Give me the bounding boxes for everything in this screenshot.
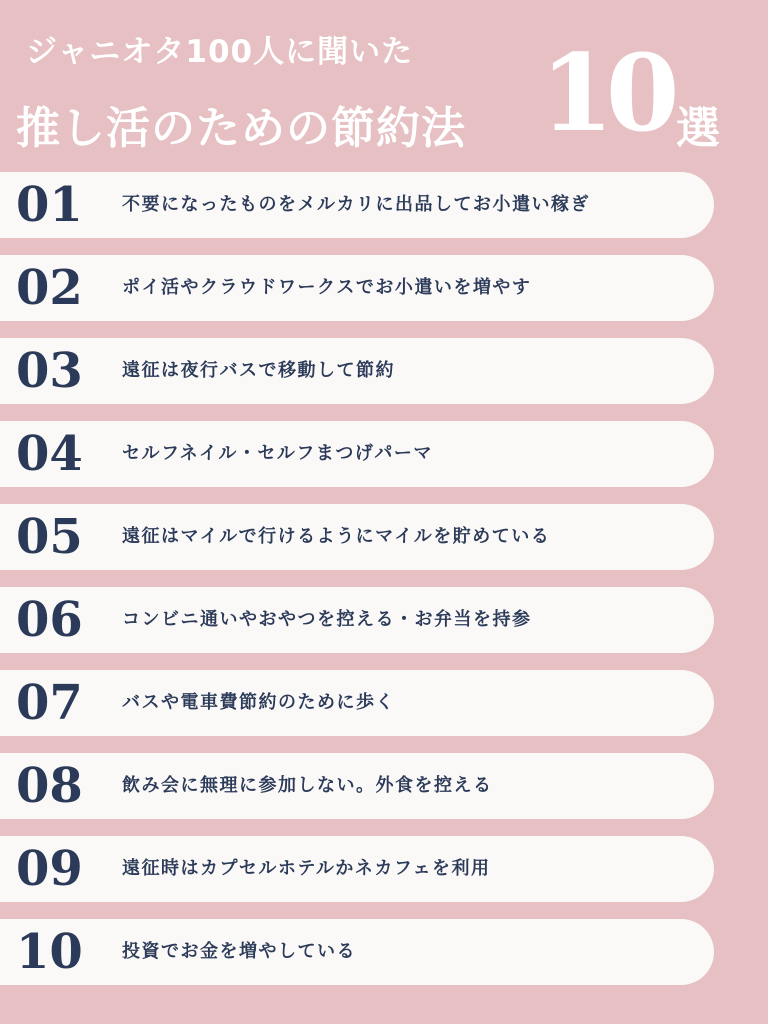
item-text: 遠征はマイルで行けるようにマイルを貯めている <box>122 526 551 547</box>
item-text: ポイ活やクラウドワークスでお小遣いを増やす <box>122 277 532 298</box>
item-number: 05 <box>16 509 83 565</box>
list-item <box>0 255 714 321</box>
header <box>0 0 768 170</box>
item-number: 08 <box>16 758 83 814</box>
item-number: 06 <box>16 592 83 648</box>
item-text: コンビニ通いやおやつを控える・お弁当を持参 <box>122 609 532 630</box>
header-subtitle: ジャニオタ100人に聞いた <box>26 34 414 70</box>
list-item <box>0 753 714 819</box>
item-text: 飲み会に無理に参加しない。外食を控える <box>122 775 493 796</box>
item-number: 01 <box>16 177 83 233</box>
list-item <box>0 587 714 653</box>
item-number: 02 <box>16 260 83 316</box>
list-item <box>0 836 714 902</box>
list-item <box>0 172 714 238</box>
item-text: 不要になったものをメルカリに出品してお小遣い稼ぎ <box>122 194 590 215</box>
list-item <box>0 421 714 487</box>
item-text: セルフネイル・セルフまつげパーマ <box>122 443 433 464</box>
list-item <box>0 504 714 570</box>
item-number: 07 <box>16 675 83 731</box>
item-number: 09 <box>16 841 83 897</box>
item-number: 03 <box>16 343 83 399</box>
item-text: バスや電車費節約のために歩く <box>122 692 395 713</box>
item-text: 投資でお金を増やしている <box>122 941 356 962</box>
header-suffix: 選 <box>676 103 720 154</box>
list-item <box>0 919 714 985</box>
header-count: 10 <box>540 30 672 155</box>
item-text: 遠征時はカプセルホテルかネカフェを利用 <box>122 858 491 879</box>
item-text: 遠征は夜行バスで移動して節約 <box>122 360 395 381</box>
item-number: 10 <box>16 924 83 980</box>
list-item <box>0 670 714 736</box>
list-item <box>0 338 714 404</box>
item-number: 04 <box>16 426 83 482</box>
header-title: 推し活のための節約法 <box>16 103 466 154</box>
